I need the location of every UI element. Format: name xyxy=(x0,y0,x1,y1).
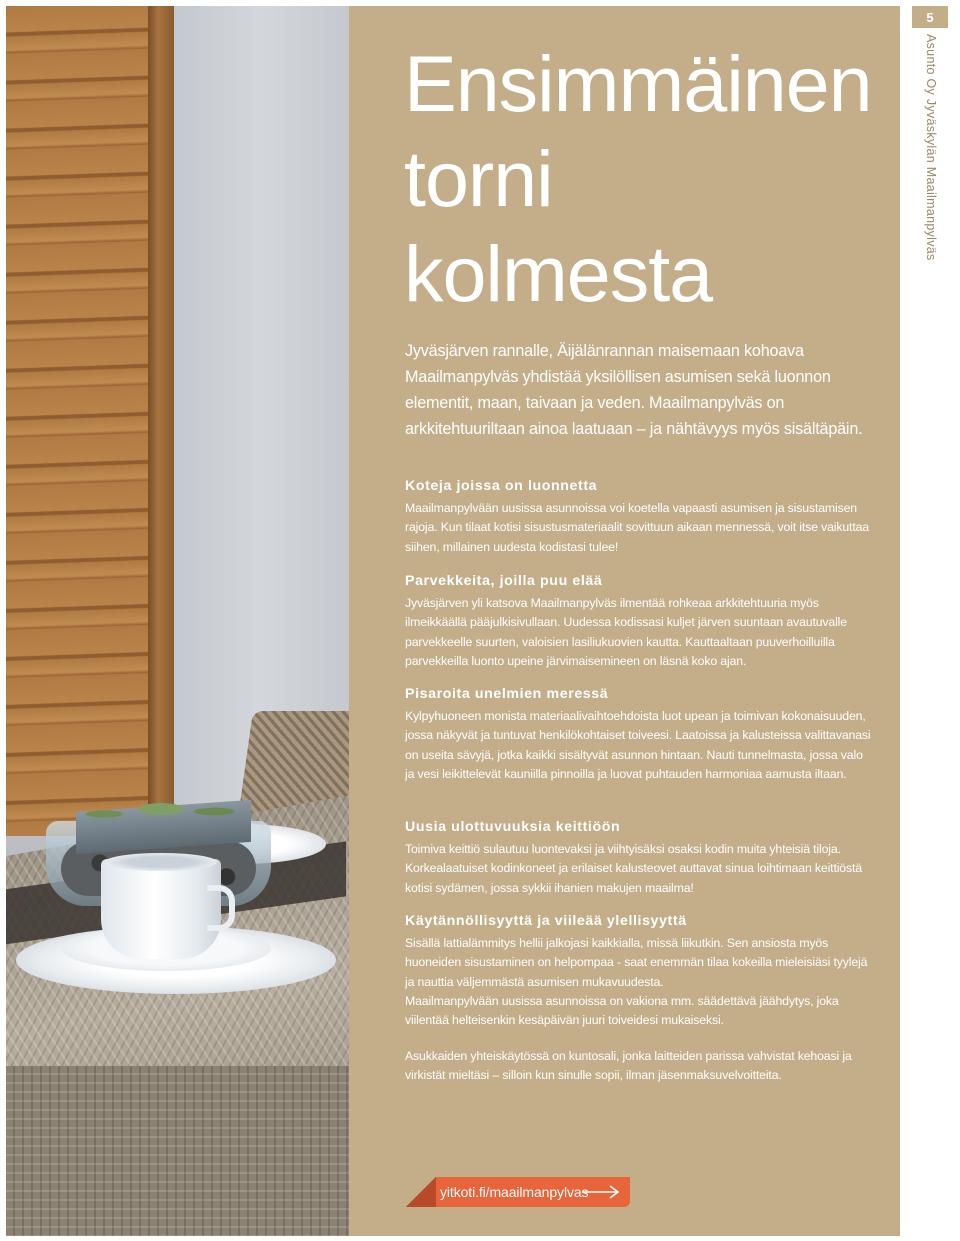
section-body: Kylpyhuoneen monista materiaalivaihtoehdoista luot upean ja toimivan kokonaisuuden, jossa näkyvät ja tuntuvat henkilökohtaiset toiveesi. Laatoissa ja kalusteissa valittavanasi on useita sävyjä, jotka kaikki sisältyvät asunnon hintaan. Nauti tunnelmasta, jossa valo ja vesi leikittelevät kauniilla pinnoilla ja luovat puhtauden harmoniaa aamusta iltaan. xyxy=(405,709,871,781)
succulent-plants xyxy=(66,784,256,834)
section-heading: Uusia ulottuvuuksia keittiöön xyxy=(405,819,621,835)
section-body: Sisällä lattialämmitys hellii jalkojasi kaikkialla, missä liikutkin. Sen ansiosta myös huoneiden sisustaminen on helpompaa - saat enemmän tilaa kokeilla mieleisiäsi tyylejä ja nauttia väljemmästä asumisen mukavuudesta. xyxy=(405,936,868,989)
page-title xyxy=(404,36,884,321)
section-keittio xyxy=(405,817,875,898)
section-heading: Pisaroita unelmien meressä xyxy=(405,686,609,702)
folded-corner xyxy=(406,1177,436,1207)
title-line-1: Ensimmäinen xyxy=(404,39,872,128)
title-line-2: torni xyxy=(404,134,553,223)
arrow-right-icon xyxy=(582,1185,620,1199)
coffee-cup xyxy=(101,859,221,959)
section-pisaroita xyxy=(405,684,875,784)
side-running-title: Asunto Oy Jyväskylän Maailmanpylväs xyxy=(924,34,938,261)
page-number: 5 xyxy=(912,6,948,28)
section-koteja xyxy=(405,476,875,557)
hero-photo xyxy=(6,6,349,1236)
section-body: Maailmanpylvään uusissa asunnoissa voi koetella vapaasti asumisen ja sisustamisen rajoja. Kun tilaat kotisi sisustusmateriaalit sovittuun aikaan mennessä, voit itse vaikuttaa siihen, millainen uudesta kodistasi tulee! xyxy=(405,501,869,554)
section-heading: Käytännöllisyyttä ja viileää ylellisyyttä xyxy=(405,913,687,929)
website-link[interactable] xyxy=(406,1177,630,1207)
section-heading: Parvekkeita, joilla puu elää xyxy=(405,573,603,589)
section-heading: Koteja joissa on luonnetta xyxy=(405,478,598,494)
section-body: Jyväsjärven yli katsova Maailmanpylväs ilmentää rohkeaa arkkitehtuuria myös ilmeikkäällä pääjulkisivullaan. Uudessa kodissasi kuljet järven suuntaan avautuvalle parvekkeelle suurten, valoisien lasiliukuovien kautta. Kauttaaltaan puuverhoilluilla parvekkeilla luonto upeine järvimaisemineen on läsnä koko ajan. xyxy=(405,596,847,668)
closing-paragraph: Asukkaiden yhteiskäytössä on kuntosali, jonka laitteiden parissa vahvistat kehoasi ja virkistät mieltäsi – silloin kun sinulle sopii, ilman jäsenmaksuvelvoitteita. xyxy=(405,1049,852,1083)
section-kaytannollisyys xyxy=(405,911,875,1030)
title-line-3: kolmesta xyxy=(404,229,713,318)
wood-panel-wall xyxy=(6,6,174,836)
website-url: yitkoti.fi/maailmanpylvas xyxy=(440,1184,589,1200)
intro-paragraph: Jyväsjärven rannalle, Äijälänrannan maisemaan kohoava Maailmanpylväs yhdistää yksilöllisen asumisen sekä luonnon elementit, maan, taivaan ja veden. Maailmanpylväs on arkkitehtuuriltaan ainoa laatuaan – ja nähtävyys myös sisältäpäin. xyxy=(405,342,863,438)
section-body-2: Maailmanpylvään uusissa asunnoissa on vakiona mm. säädettävä jäähdytys, joka viilentää helteisenkin kesäpäivän juuri toiveidesi mukaiseksi. xyxy=(405,993,839,1028)
wicker-table-front xyxy=(6,1066,349,1236)
section-parvekkeita xyxy=(405,571,875,671)
section-body: Toimiva keittiö sulautuu luontevaksi ja viihtyisäksi osaksi kodin muita yhteisiä tiloja. Korkealaatuiset kodinkoneet ja erilaiset kalusteovet auttavat sinua loihtimaan keittiöstä kotisi sydämen, jossa sykkii ihanien makujen maailma! xyxy=(405,842,862,895)
